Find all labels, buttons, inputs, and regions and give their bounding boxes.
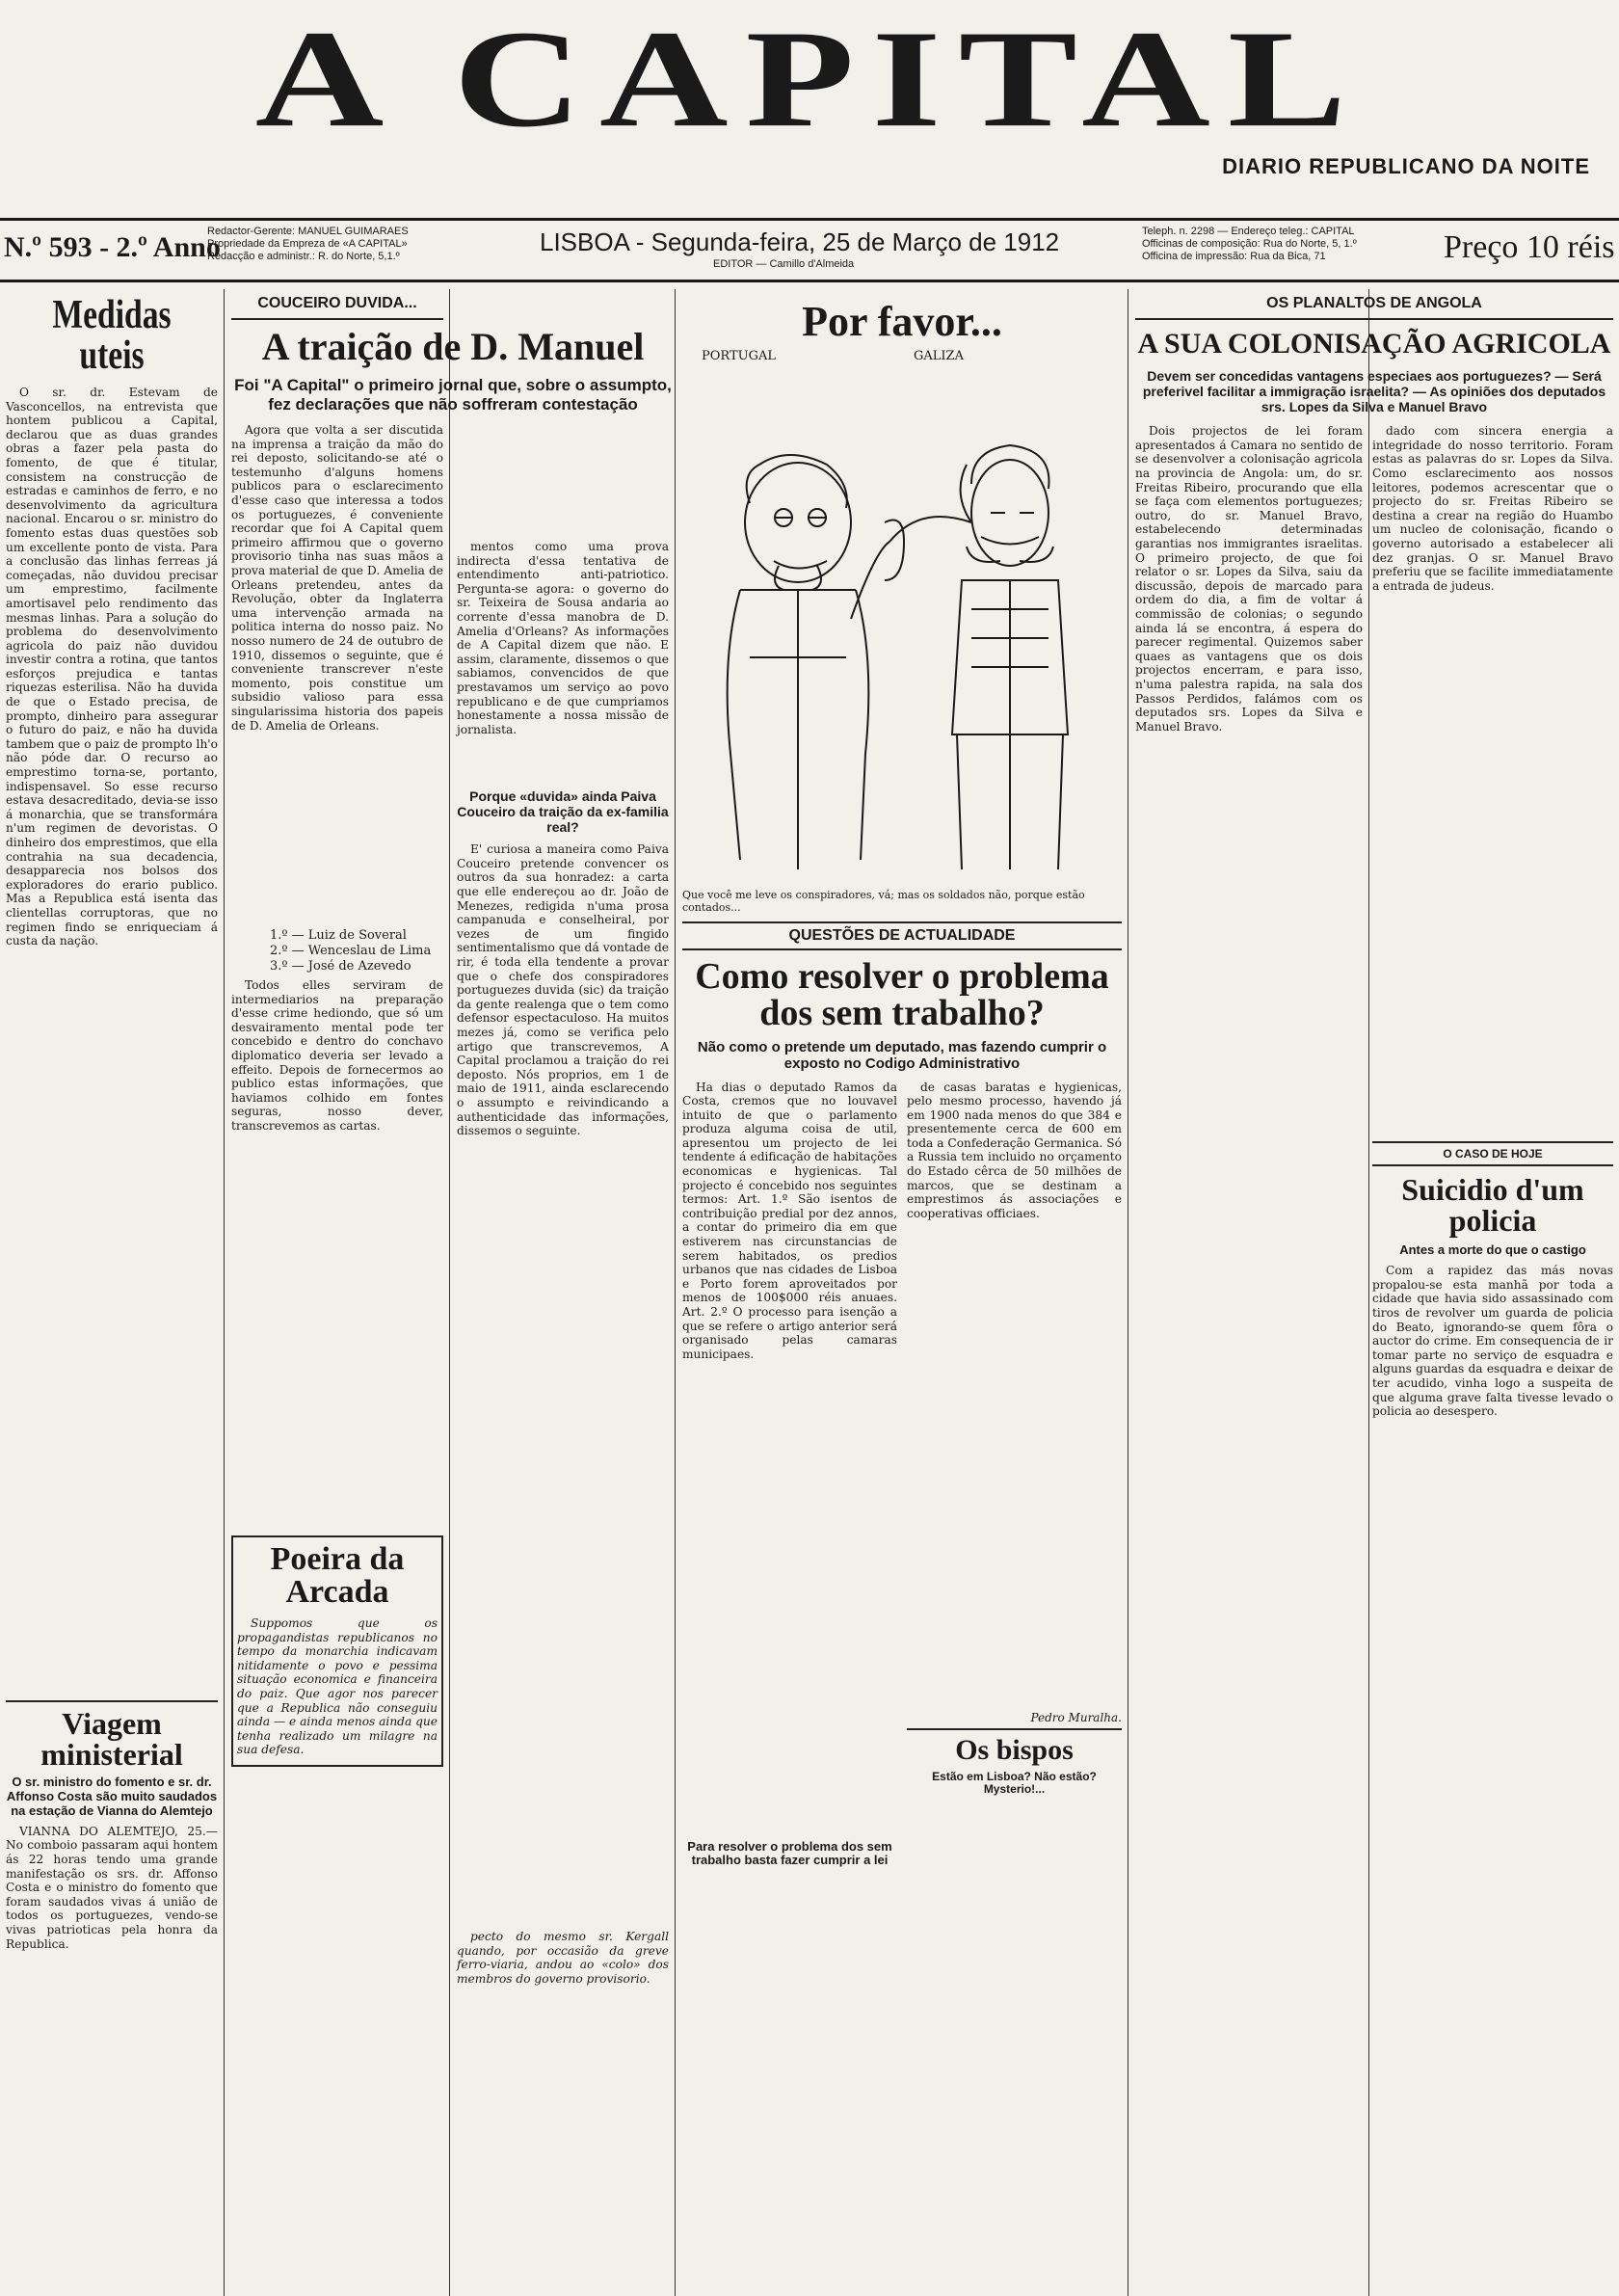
article-kicker: O CASO DE HOJE	[1443, 1147, 1543, 1161]
article-title: Os bispos	[955, 1733, 1074, 1766]
article-title: A traição de D. Manuel	[261, 325, 645, 368]
cartoon-label-portugal: PORTUGAL	[702, 349, 776, 363]
article-title: Poeira da Arcada	[270, 1541, 405, 1611]
column-divider	[449, 289, 450, 2296]
article-body: pecto do mesmo sr. Kergall quando, por occasião da greve ferro-viaria, andou ao «colo» dos membros do governo provisorio.	[457, 1930, 669, 1987]
article-body: dado com sincera energia a integridade do nosso territorio. Foram estas as palavras do sr. Lopes da Silva. Como esclarecimento aos nossos leitores, podemos acrescentar que o projecto do sr. Freitas Ribeiro se destina a crear na região do Huambo um nucleo de colonisação, ficando o governo autorisado a estabelecer ali dez granjas. O sr. Manuel Bravo preferiu que se facilite immediatamente a entrada de judeus.	[1372, 424, 1613, 593]
column-divider	[224, 289, 225, 2296]
newspaper-subtitle: DIARIO REPUBLICANO DA NOITE	[1222, 154, 1590, 178]
article-body: mentos como uma prova indirecta d'essa tentativa de entendimento anti-patriotico. Pergunta-se agora: o governo do sr. Teixeira de Sousa andaria ao corrente d'essa manobra de D. Amelia d'Orleans? As informações de A Capital dizem que não. E assim, claramente, dissemos o que sabiamos, convencidos de que prestavamos um serviço ao povo republicano e de que cumpriamos honestamente a nossa missão de jornalista.	[457, 540, 669, 736]
article-deck: Foi "A Capital" o primeiro jornal que, sobre o assumpto, fez declarações que não soffreram contestação	[234, 376, 672, 414]
cartoon-caption: Que você me leve os conspiradores, vá; mas os soldados não, porque estão contados...	[682, 889, 1085, 914]
article-title: Como resolver o problema dos sem trabalho?	[695, 956, 1109, 1033]
property-line: Propriedade da Empreza de «A CAPITAL»	[207, 238, 408, 250]
article-body: Com a rapidez das más novas propalou-se esta manhã por toda a cidade que havia sido assassinado com tiros de revolver um guarda de policia do Beato, ignorando-se quem fôra o auctor do crime. Em consequencia de ir tomar parte no serviço de esquadra e alguns guardas da esquadra e deixar de ter acudido, vinha logo a suspeita de que alguma grave falta tivesse levado o policia ao desespero.	[1372, 1264, 1613, 1419]
column-medidas-uteis	[6, 289, 218, 2296]
article-body: Ha dias o deputado Ramos da Costa, cremos que no louvavel intuito de que o parlamento produza alguma coisa de util, apresentou um projecto de lei tendente á edificação de habitações economicas e hygienicas. Tal projecto é concebido nos seguintes termos: Art. 1.º São isentos de contribuição predial por dez annos, a contar do primeiro dia em que estiverem nas circunstancias de serem habitados, os predios urbanos que nas cidades de Lisboa e Porto forem aproveitados por menos de 100$000 réis anuaes. Art. 2.º O processo para isenção a que se refere o artigo anterior será organisado pelas camaras municipaes.	[682, 1080, 897, 1361]
masthead-rule	[0, 218, 1619, 221]
editorial-info	[207, 226, 506, 276]
article-kicker: COUCEIRO DUVIDA...	[257, 295, 417, 311]
office-info	[1142, 226, 1441, 276]
article-body: Todos elles serviram de intermediarios na preparação d'esse crime hediondo, que só um desvairamento mental pode ter concebido e dentro do conchavo diplomatico deveria ser levado a effeito. Depois de fornecermos ao publico estas informações, que haviamos colhido em fontes seguras, nosso dever, transcrevemos as cartas.	[231, 978, 443, 1134]
article-deck: Estão em Lisboa? Não estão? Mysterio!...	[932, 1769, 1097, 1797]
column-traicao-cont	[457, 540, 669, 2296]
article-subhead: Porque «duvida» ainda Paiva Couceiro da traição da ex-familia real?	[457, 788, 669, 836]
article-subhead: Para resolver o problema dos sem trabalho basta fazer cumprir a lei	[687, 1838, 892, 1868]
name-item: 2.º — Wenceslau de Lima	[270, 944, 432, 959]
article-body: O sr. dr. Estevam de Vasconcellos, na entrevista que hontem publicou a Capital, declarou que as duas grandes obras a fazer pela pasta do fomento, de que é titular, consistem na construcção de estradas e caminhos de ferro, e no desenvolvimento da agricultura nacional. Encarou o sr. ministro do fomento estas duas questões sob um excellente ponto de vista. Para a conclusão das linhas ferreas já começadas, não duvidou precisar um emprestimo, facilmente amortisavel pelo rendimento das mesmas linhas. Para a solução do problema do desenvolvimento agricola do paiz não duvidou investir contra a rotina, que tantos esforços prejudica e tantas riquezas esterilisa. Não ha duvida de que o Estado precisa, de prompto, dinheiro para assegurar o futuro do paiz, e não ha duvida tambem que o paiz de prompto lh'o não póde dar. O recurso ao emprestimo torna-se, portanto, indispensavel. So esse recurso estava desacreditado, devia-se isso á monarchia, que se transformára n'um regimen de devoristas. O dinheiro dos emprestimos, que ella contrahia na sua decadencia, desapparecia nos bolsos dos exploradores do erario publico. Mas a Republica está isenta das clientellas corruptoras, que no regimen findo se enriqueciam á custa da nação.	[6, 386, 218, 948]
column-divider	[675, 289, 676, 2296]
composition-line: Officinas de composição: Rua do Norte, 5, 1.º	[1142, 238, 1357, 250]
article-body: de casas baratas e hygienicas, pelo mesmo processo, havendo já em 1900 nada menos do que 384 e presentemente cerca de 600 em toda a Confederação Germanica. Só a Russia tem incluido no orçamento do Estado cêrca de 50 milhões de marcos, que se destinam a emprestimos ás associações e cooperativas officiaes.	[907, 1080, 1122, 1220]
section-rule	[6, 1700, 218, 1702]
cartoon-label-galiza: GALIZA	[914, 349, 964, 363]
section-rule	[1372, 1164, 1613, 1166]
article-body: Dois projectos de lei foram apresentados á Camara no sentido de se desenvolver a colonisação agricola na provincia de Angola: um, do sr. Freitas Ribeiro, procurando que ella se faça com elementos portuguezes; outro, do sr. Manuel Bravo, estabelecendo determinadas garantias nos immigrantes israelitas. O primeiro projecto, de que foi relator o sr. Lopes da Silva, saiu da discussão, depois de marcado para ordem do dia, a fim de voltar á commissão de colonias; o segundo ainda lá se encontra, á espera do parecer regimental. Quizemos saber quaes as vantagens que os dois projectos encerram, e para isso, n'uma palestra rapida, na sala dos Passos Perdidos, falámos com os deputados srs. Lopes da Silva e Manuel Bravo.	[1135, 424, 1363, 734]
section-rule	[907, 1728, 1122, 1730]
dateline: LISBOA - Segunda-feira, 25 de Março de 1912	[540, 227, 1060, 256]
article-body: Suppomos que os propagandistas republicanos no tempo da monarchia indicavam nitidamente o povo e pessima situação economica e financeira do paiz. Que agor nos parecer que a Republica não conseguiu ainda — e ainda menos ainda que tenha realizado um milagre na sua defesa.	[237, 1616, 438, 1757]
article-body: VIANNA DO ALEMTEJO, 25.— No comboio passaram aqui hontem ás 22 horas tendo uma grande manifestação os srs. dr. Affonso Costa e o ministro do fomento que foram saudados vivas á união de todos os portuguezes, vendo-se vivas patrioticas pela honra da Republica.	[6, 1824, 218, 1951]
section-rule	[682, 948, 1122, 950]
article-title: Medidas uteis	[52, 293, 172, 378]
article-kicker: OS PLANALTOS DE ANGOLA	[1266, 295, 1482, 311]
address-line: Redacção e administr.: R. do Norte, 5,1.º	[207, 251, 400, 262]
redactor-line: Redactor-Gerente: MANUEL GUIMARAES	[207, 226, 409, 237]
column-cartoon	[682, 289, 1122, 2296]
header-bottom-rule	[0, 280, 1619, 282]
names-list	[231, 928, 443, 974]
cartoon	[682, 349, 1122, 889]
cartoon-illustration	[682, 368, 1122, 889]
price: Preço 10 réis	[1444, 229, 1615, 265]
section-rule	[231, 318, 443, 320]
article-deck: Não como o pretende um deputado, mas fazendo cumprir o exposto no Codigo Administrativo	[697, 1039, 1107, 1073]
telephone-line: Teleph. n. 2298 — Endereço teleg.: CAPITAL	[1142, 226, 1355, 237]
article-body: E' curiosa a maneira como Paiva Couceiro pretende convencer os outros da sua honradez: a carta que elle endereçou ao dr. João de Menezes, redigida n'uma prosa campanuda e conselheiral, por vezes de um fingido sentimentalismo que dá vontade de rir, é toda ella tendente a provar que o chefe dos conspiradores portuguezes duvida (sic) da traição da gente realenga que o tem como defensor espectaculoso. Ha muitos mezes já, como se verifica pelo artigo que transcrevemos, A Capital proclamou a traição do rei deposto. Nós proprios, em 1 de maio de 1911, ainda esclarecendo o assumpto e reivindicando a authenticidade das informações, dissemos o seguinte.	[457, 842, 669, 1138]
editor-line: EDITOR — Camillo d'Almeida	[713, 258, 855, 270]
article-body: Agora que volta a ser discutida na imprensa a traição da mão do rei deposto, solicitando-se até o testemunho d'alguns homens publicos para o esclarecimento d'esse caso que interessa a todos os portuguezes, é conveniente recordar que foi A Capital quem primeiro affirmou que o governo provisorio tinha nas suas mãos a prova material de que D. Amelia de Orleans pretendeu, antes da Revolução, obter da Inglaterra uma intervenção armada na politica interna do nosso paiz. No nosso numero de 24 de outubro de 1910, dissemos o seguinte, que é conveniente transcrever n'este momento, pois constitue um subsidio valioso para essa singularissima historia dos papeis de D. Amelia de Orleans.	[231, 423, 443, 733]
article-title: A SUA COLONISAÇÃO AGRICOLA	[1137, 328, 1611, 360]
column-angola	[1135, 289, 1613, 2296]
article-kicker: QUESTÕES DE ACTUALIDADE	[788, 927, 1016, 944]
name-item: 3.º — José de Azevedo	[270, 959, 411, 974]
article-deck: Antes a morte do que o castigo	[1399, 1242, 1586, 1258]
article-deck: Devem ser concedidas vantagens especiaes aos portuguezes? — Será preferivel facilitar a immigração israelita? — As opiniões dos deputados srs. Lopes da Silva e Manuel Bravo	[1142, 368, 1606, 415]
article-title: Suicidio d'um policia	[1401, 1172, 1584, 1239]
section-rule	[1372, 1141, 1613, 1143]
article-deck: O sr. ministro do fomento e sr. dr. Affonso Costa são muito saudados na estação de Vianna do Alemtejo	[6, 1775, 218, 1818]
printing-line: Officina de impressão: Rua da Bica, 71	[1142, 251, 1326, 262]
section-rule	[682, 921, 1122, 923]
cartoon-title: Por favor...	[802, 298, 1002, 345]
newspaper-title: A CAPITAL	[254, 2, 1365, 157]
poeira-box	[231, 1535, 443, 1767]
article-signature: Pedro Muralha.	[1030, 1710, 1122, 1724]
name-item: 1.º — Luiz de Soveral	[270, 928, 407, 944]
issue-number: N.º 593 - 2.º Anno	[4, 231, 221, 263]
section-rule	[1135, 318, 1613, 320]
article-title: Viagem ministerial	[40, 1706, 183, 1772]
